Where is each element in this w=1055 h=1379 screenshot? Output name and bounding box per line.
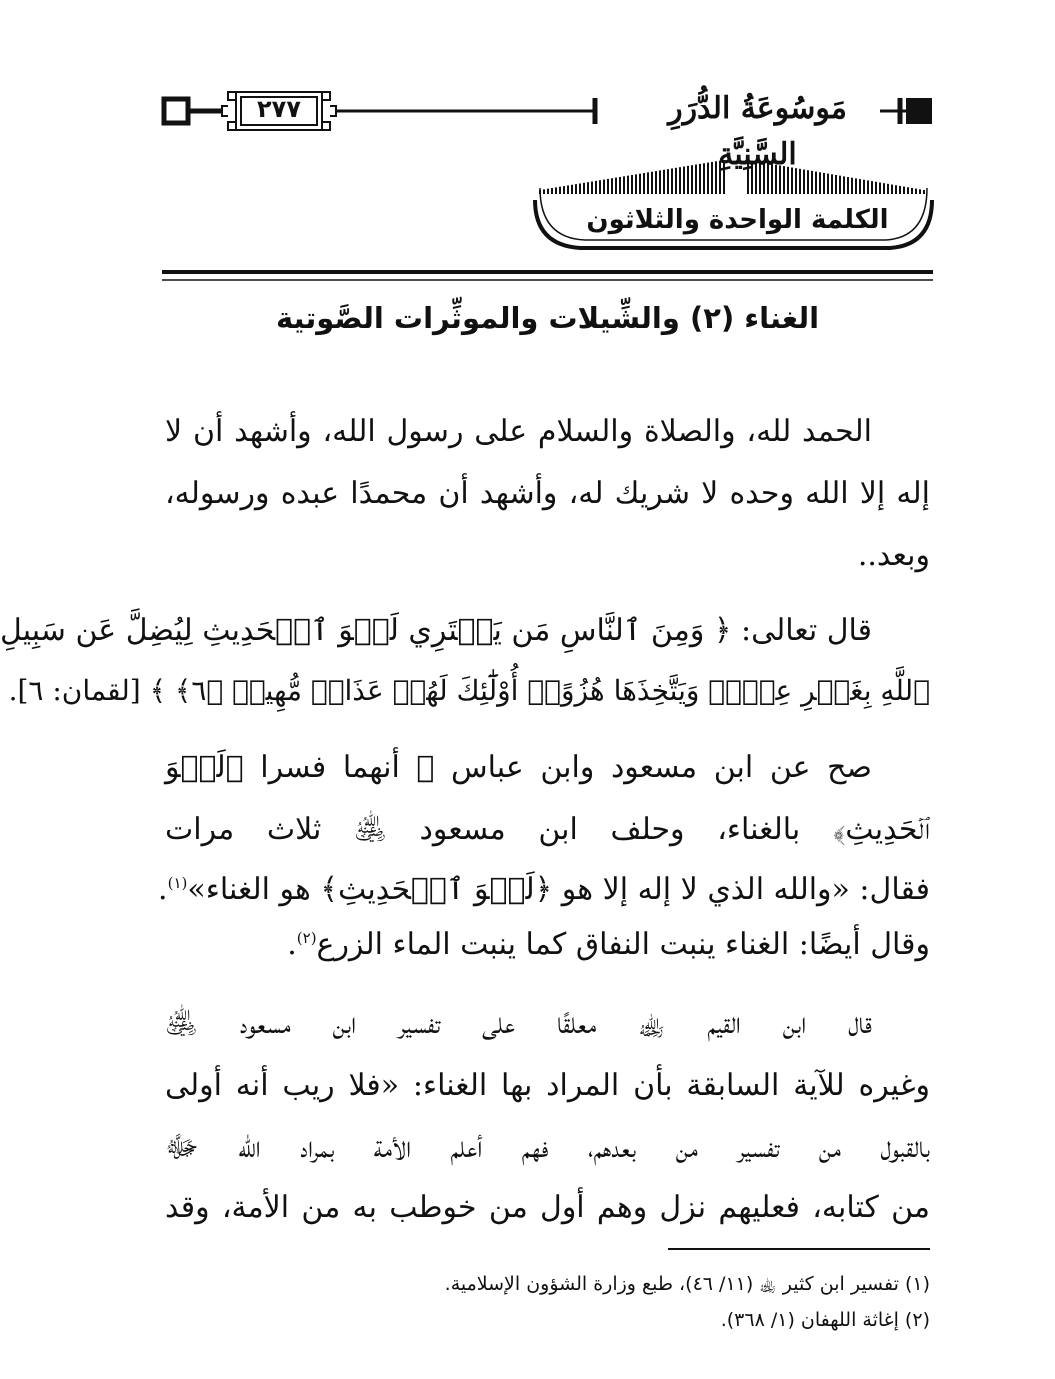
paragraph2-line: فقال: «والله الذي لا إله إلا هو ﴿لَهۡوَ ٱلۡحَدِيثِ﴾ هو الغناء»$^{(١)}$. <box>158 872 930 907</box>
paragraph2-line: صح عن ابن مسعود وابن عباس ﵃ أنهما فسرا ﴿لَهۡوَ <box>165 750 872 785</box>
paragraph3-line: من كتابه، فعليهم نزل وهم أول من خوطب به من الأمة، وقد <box>165 1190 930 1225</box>
footnote-2: (٢) إغاثة اللهفان (١/ ٣٦٨). <box>720 1309 930 1331</box>
footnote-1: (١) تفسير ابن كثير ﵀ (١١/ ٤٦)، طبع وزارة الشؤون الإسلامية. <box>444 1273 930 1295</box>
paragraph2-line: وقال أيضًا: الغناء ينبت النفاق كما ينبت الماء الزرع$^{(٢)}$. <box>287 927 930 962</box>
intro-line: وبعد.. <box>857 538 930 573</box>
header-ornament <box>40 0 1055 300</box>
paragraph2-text: فقال: «والله الذي لا إله إلا هو ﴿لَهۡوَ ٱلۡحَدِيثِ﴾ هو الغناء» <box>187 872 930 907</box>
paragraph2-line: ٱلۡحَدِيثِ﴾ بالغناء، وحلف ابن مسعود ﵁ ثلاث مرات <box>165 812 930 847</box>
paragraph3-line: وغيره للآية السابقة بأن المراد بها الغناء: «فلا ريب أنه أولى <box>165 1068 930 1103</box>
footnote-ref-2[interactable]: (٢) <box>296 929 317 947</box>
left-end-square-icon <box>164 99 188 123</box>
paragraph3-line: بالقبول من تفسير من بعدهم، فهم أعلم الأمة بمراد الله ﷻ <box>165 1130 930 1165</box>
right-end-square-icon <box>906 98 932 124</box>
verse-line: ٱللَّهِ بِغَيۡرِ عِلۡمٖ وَيَتَّخِذَهَا هُزُوًاۚ أُوْلَٰٓئِكَ لَهُمۡ عَذَابٞ مُّهِينٞ ﴿٦﴾ ﴾ [لقمان: ٦]. <box>8 674 930 707</box>
chapter-title: الغناء (٢) والشِّيلات والموثِّرات الصَّوتية <box>275 301 820 335</box>
intro-line: إله إلا الله وحده لا شريك له، وأشهد أن محمدًا عبده ورسوله، <box>165 476 930 511</box>
paragraph3-line: قال ابن القيم ﵀ معلقًا على تفسير ابن مسعود ﵁ <box>165 1006 872 1041</box>
lesson-title: الكلمة الواحدة والثلاثون <box>586 205 889 235</box>
verse-line: قال تعالى: ﴿ وَمِنَ ٱلنَّاسِ مَن يَشۡتَرِي لَهۡوَ ٱلۡحَدِيثِ لِيُضِلَّ عَن سَبِيلِ <box>0 613 872 648</box>
footnote-separator <box>668 1248 930 1250</box>
page-number: ٢٧٧ <box>257 95 301 123</box>
intro-line: الحمد لله، والصلاة والسلام على رسول الله، وأشهد أن لا <box>165 414 872 449</box>
paragraph2-text: وقال أيضًا: الغناء ينبت النفاق كما ينبت الماء الزرع <box>316 927 930 962</box>
series-title: مَوسُوعَةُ الدُّرَرِ السَّنِيَّةِ <box>668 91 847 172</box>
footnote-ref-1[interactable]: (١) <box>167 874 188 892</box>
